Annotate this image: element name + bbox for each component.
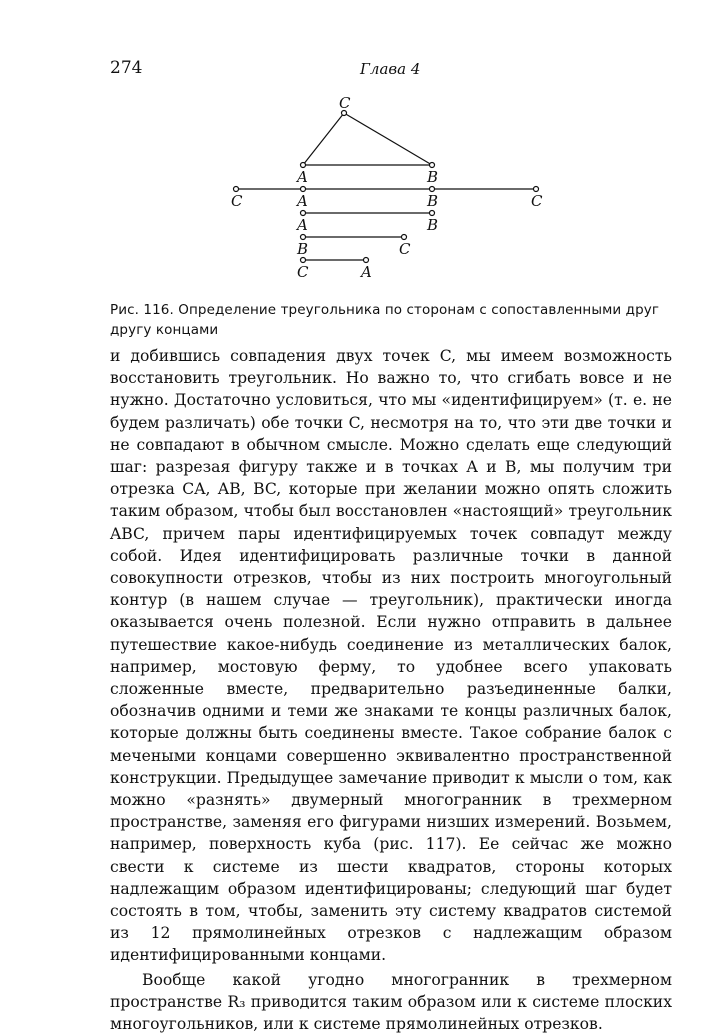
paragraph-2: Вообще какой угодно многогранник в трехмерном пространстве R₃ приводится таким образом или к системе плоских многоугольников, или к системе прямолинейных отрезков. bbox=[110, 970, 672, 1034]
segment-ab-end-a bbox=[301, 211, 306, 216]
figure-116 bbox=[200, 95, 580, 285]
segment-ca-end-c bbox=[301, 258, 306, 263]
page-number: 274 bbox=[110, 58, 143, 78]
label-seg4-right: A bbox=[361, 263, 372, 281]
figure-diagram bbox=[200, 95, 580, 285]
figure-caption: Рис. 116. Определение треугольника по сторонам с сопоставленными друг другу концами bbox=[110, 302, 660, 338]
label-seg4-left: C bbox=[297, 263, 309, 281]
label-seg1-mid1: A bbox=[297, 192, 308, 210]
label-triangle-a: A bbox=[297, 168, 308, 186]
body-text bbox=[110, 345, 672, 1035]
label-seg1-mid2: B bbox=[427, 192, 439, 210]
segment-cabc-point-a bbox=[301, 187, 306, 192]
label-seg1-left: C bbox=[231, 192, 243, 210]
segment-ca-end-a bbox=[364, 258, 369, 263]
label-triangle-c: C bbox=[339, 94, 351, 112]
label-seg2-right: B bbox=[427, 216, 439, 234]
running-head: Глава 4 bbox=[360, 60, 421, 78]
triangle-side-ca bbox=[303, 113, 344, 165]
segment-bc-end-c bbox=[402, 235, 407, 240]
paragraph-1: и добившись совпадения двух точек C, мы имеем возможность восстановить треугольник. Но важно то, что сгибать вовсе и не нужно. Достаточно условиться, что мы «идентифицируем» (т. е. не будем различать) обе точки C, несмотря на то, что эти две точки и не совпадают в обычном смысле. Можно сделать еще следующий шаг: разрезая фигуру также и в точках A и B, мы получим три отрезка CA, AB, BC, которые при желании можно опять сложить таким образом, чтобы был восстановлен «настоящий» треугольник ABC, причем пары идентифицируемых точек совпадут между собой. Идея идентифицировать различные точки в данной совокупности отрезков, чтобы из них построить многоугольный контур (в нашем случае — треугольник), практически иногда оказывается очень полезной. Если нужно отправить в дальнее путешествие какое-нибудь соединение из металлических балок, например, мостовую ферму, то удобнее всего упаковать сложенные вместе, предварительно разъединенные балки, обозначив одними и теми же знаками те концы различных балок, которые должны быть соединены вместе. Такое собрание балок с мечеными концами совершенно эквивалентно пространственной конструкции. Предыдущее замечание приводит к мысли о том, как можно «разнять» двумерный многогранник в трехмерном пространстве, заменяя его фигурами низших измерений. Возьмем, например, поверхность куба (рис. 117). Ее сейчас же можно свести к системе из шести квадратов, стороны которых надлежащим образом идентифицированы; следующий шаг будет состоять в том, чтобы, заменить эту систему квадратов системой из 12 прямолинейных отрезков с надлежащим образом идентифицированными концами. bbox=[110, 347, 672, 965]
label-seg3-right: C bbox=[399, 240, 411, 258]
triangle-vertex-b bbox=[430, 163, 435, 168]
segment-cabc-end-left bbox=[234, 187, 239, 192]
segment-bc-end-b bbox=[301, 235, 306, 240]
label-seg2-left: A bbox=[297, 216, 308, 234]
segment-cabc-point-b bbox=[430, 187, 435, 192]
label-seg1-right: C bbox=[531, 192, 543, 210]
segment-ab-end-b bbox=[430, 211, 435, 216]
label-seg3-left: B bbox=[297, 240, 309, 258]
segment-cabc-end-right bbox=[534, 187, 539, 192]
label-triangle-b: B bbox=[427, 168, 439, 186]
triangle-side-cb bbox=[344, 113, 432, 165]
triangle-vertex-a bbox=[301, 163, 306, 168]
